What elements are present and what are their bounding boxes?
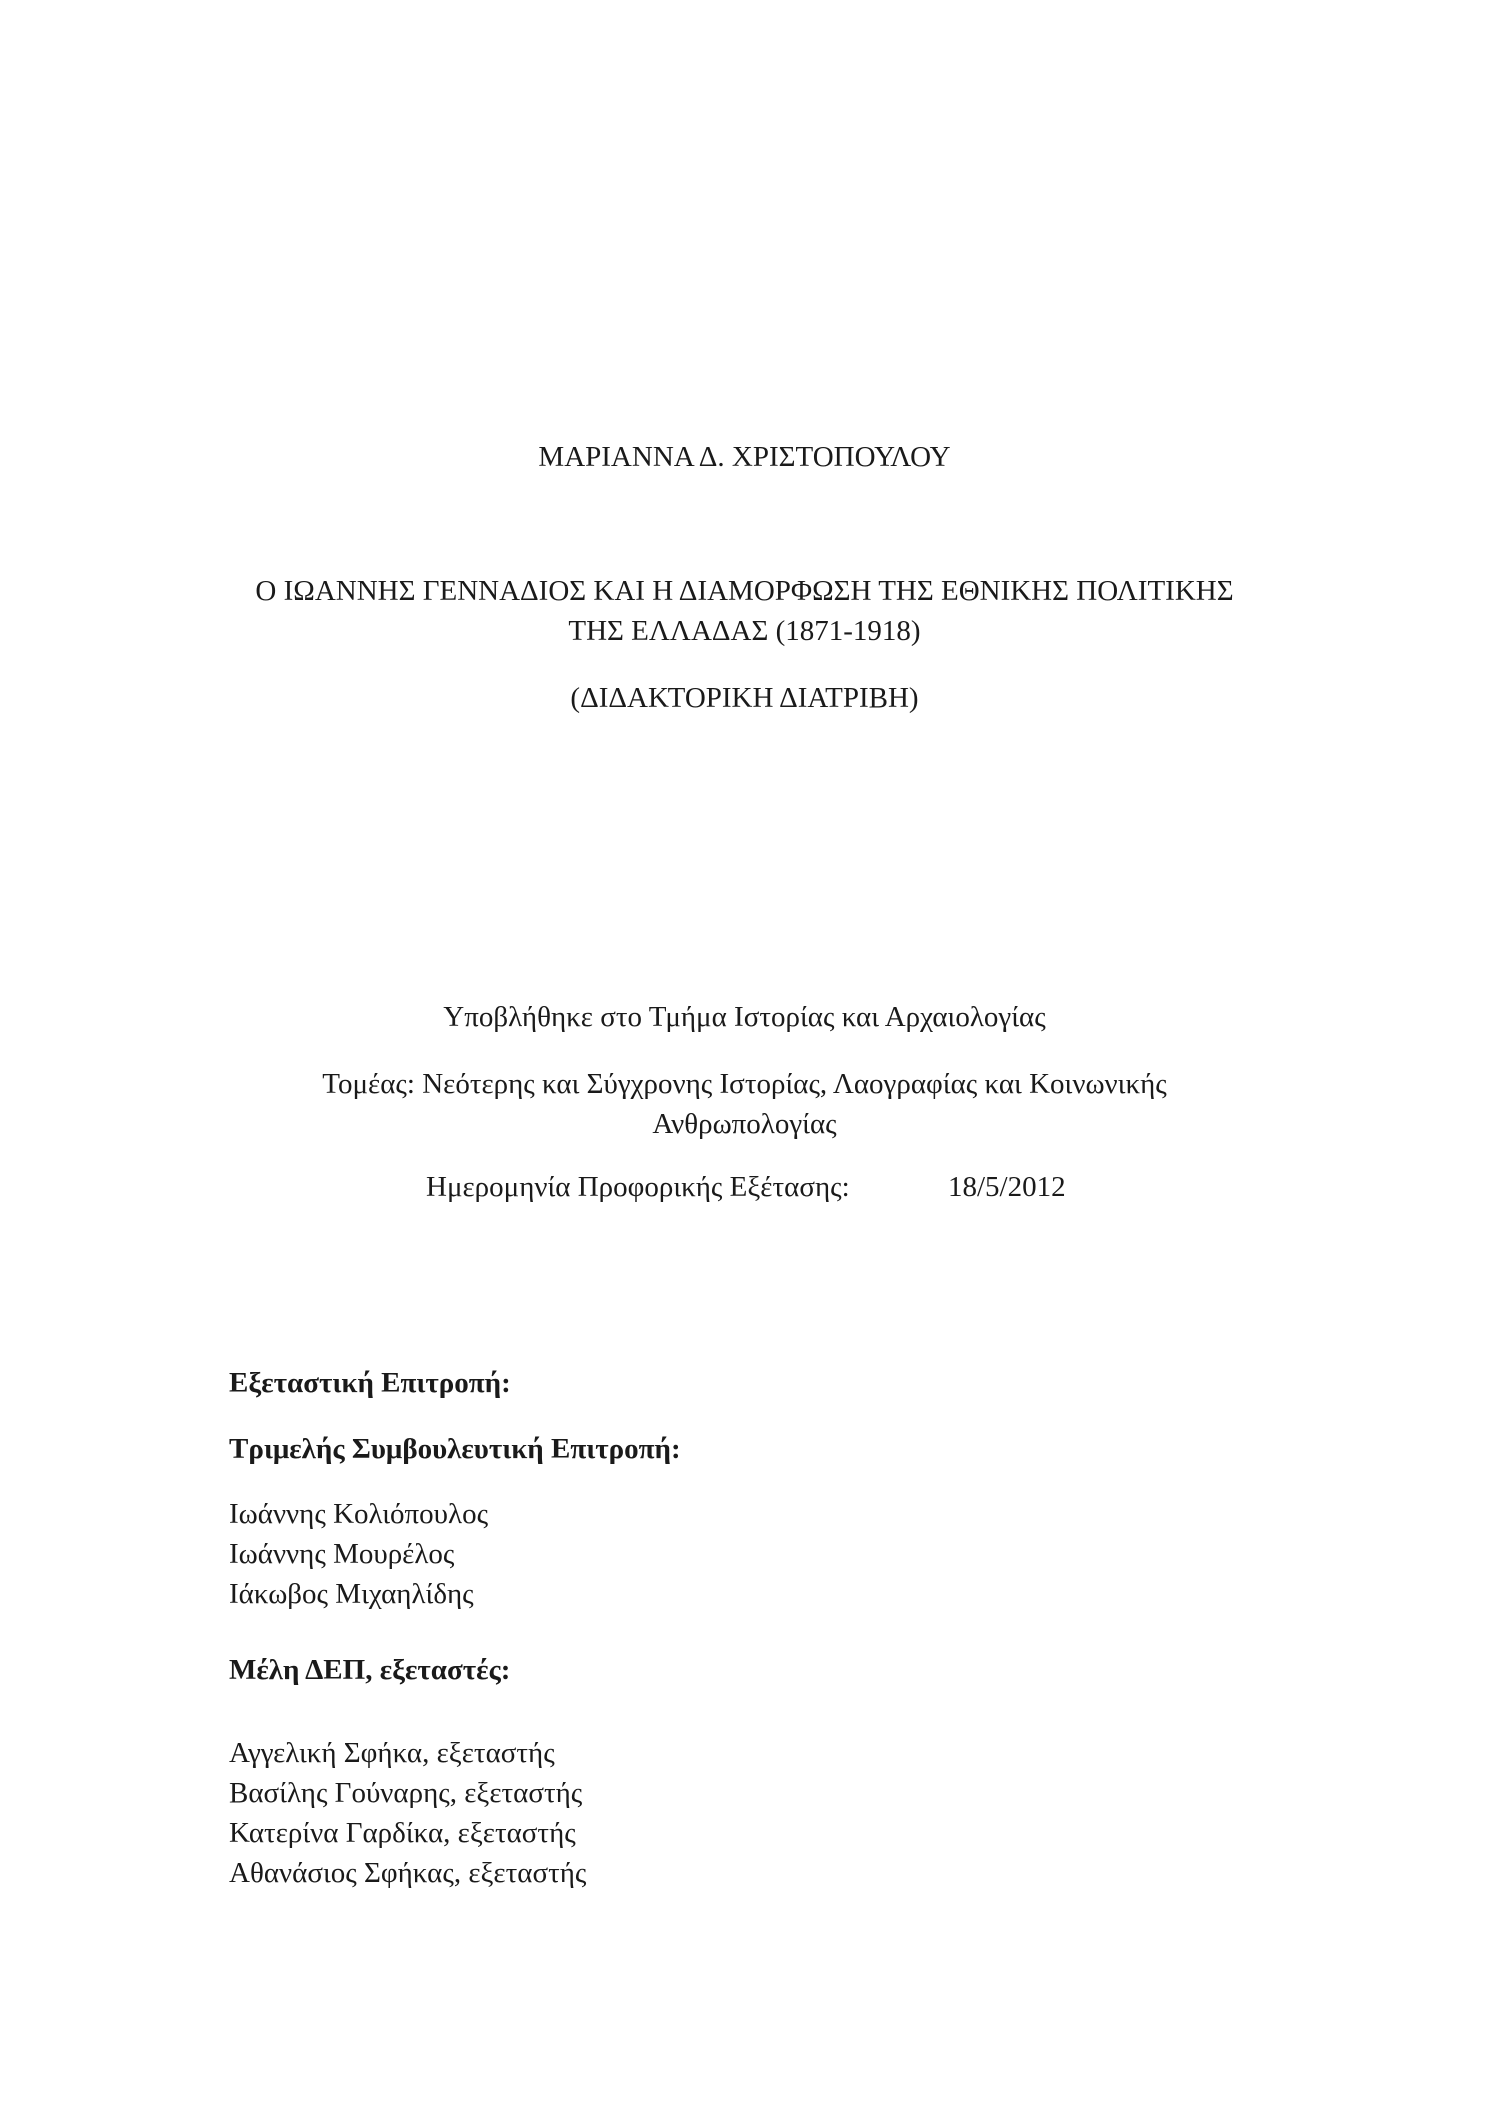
- examiners-heading: Μέλη ΔΕΠ, εξεταστές:: [229, 1654, 511, 1686]
- sector-line-2: Ανθρωπολογίας: [652, 1108, 837, 1140]
- advisory-members-list: [229, 1494, 488, 1614]
- examiners-list: [229, 1733, 586, 1893]
- author-name: ΜΑΡΙΑΝΝΑ Δ. ΧΡΙΣΤΟΠΟΥΛΟΥ: [538, 441, 951, 473]
- advisory-member: Ιωάννης Μουρέλος: [229, 1538, 455, 1570]
- sector-line-1: Τομέας: Νεότερης και Σύγχρονης Ιστορίας, Λαογραφίας και Κοινωνικής: [322, 1068, 1167, 1100]
- title-line-1: Ο ΙΩΑΝΝΗΣ ΓΕΝΝΑΔΙΟΣ ΚΑΙ Η ΔΙΑΜΟΡΦΩΣΗ ΤΗΣ ΕΘΝΙΚΗΣ ΠΟΛΙΤΙΚΗΣ: [255, 575, 1234, 607]
- examiner: Αθανάσιος Σφήκας, εξεταστής: [229, 1857, 587, 1889]
- examiner: Βασίλης Γούναρης, εξεταστής: [229, 1777, 583, 1809]
- title-line-2: ΤΗΣ ΕΛΛΑΔΑΣ (1871-1918): [568, 615, 921, 647]
- document-type: (ΔΙΔΑΚΤΟΡΙΚΗ ΔΙΑΤΡΙΒΗ): [570, 682, 919, 714]
- advisory-member: Ιάκωβος Μιχαηλίδης: [229, 1578, 474, 1610]
- examiner: Αγγελική Σφήκα, εξεταστής: [229, 1737, 555, 1769]
- submitted-to: Υποβλήθηκε στο Τμήμα Ιστορίας και Αρχαιολογίας: [443, 1001, 1046, 1033]
- examiner: Κατερίνα Γαρδίκα, εξεταστής: [229, 1817, 576, 1849]
- committee-heading: Εξεταστική Επιτροπή:: [229, 1367, 511, 1399]
- advisory-committee-heading: Τριμελής Συμβουλευτική Επιτροπή:: [229, 1433, 681, 1465]
- advisory-member: Ιωάννης Κολιόπουλος: [229, 1498, 489, 1530]
- exam-date-label: Ημερομηνία Προφορικής Εξέτασης:: [426, 1171, 850, 1203]
- exam-date-value: 18/5/2012: [948, 1171, 1066, 1203]
